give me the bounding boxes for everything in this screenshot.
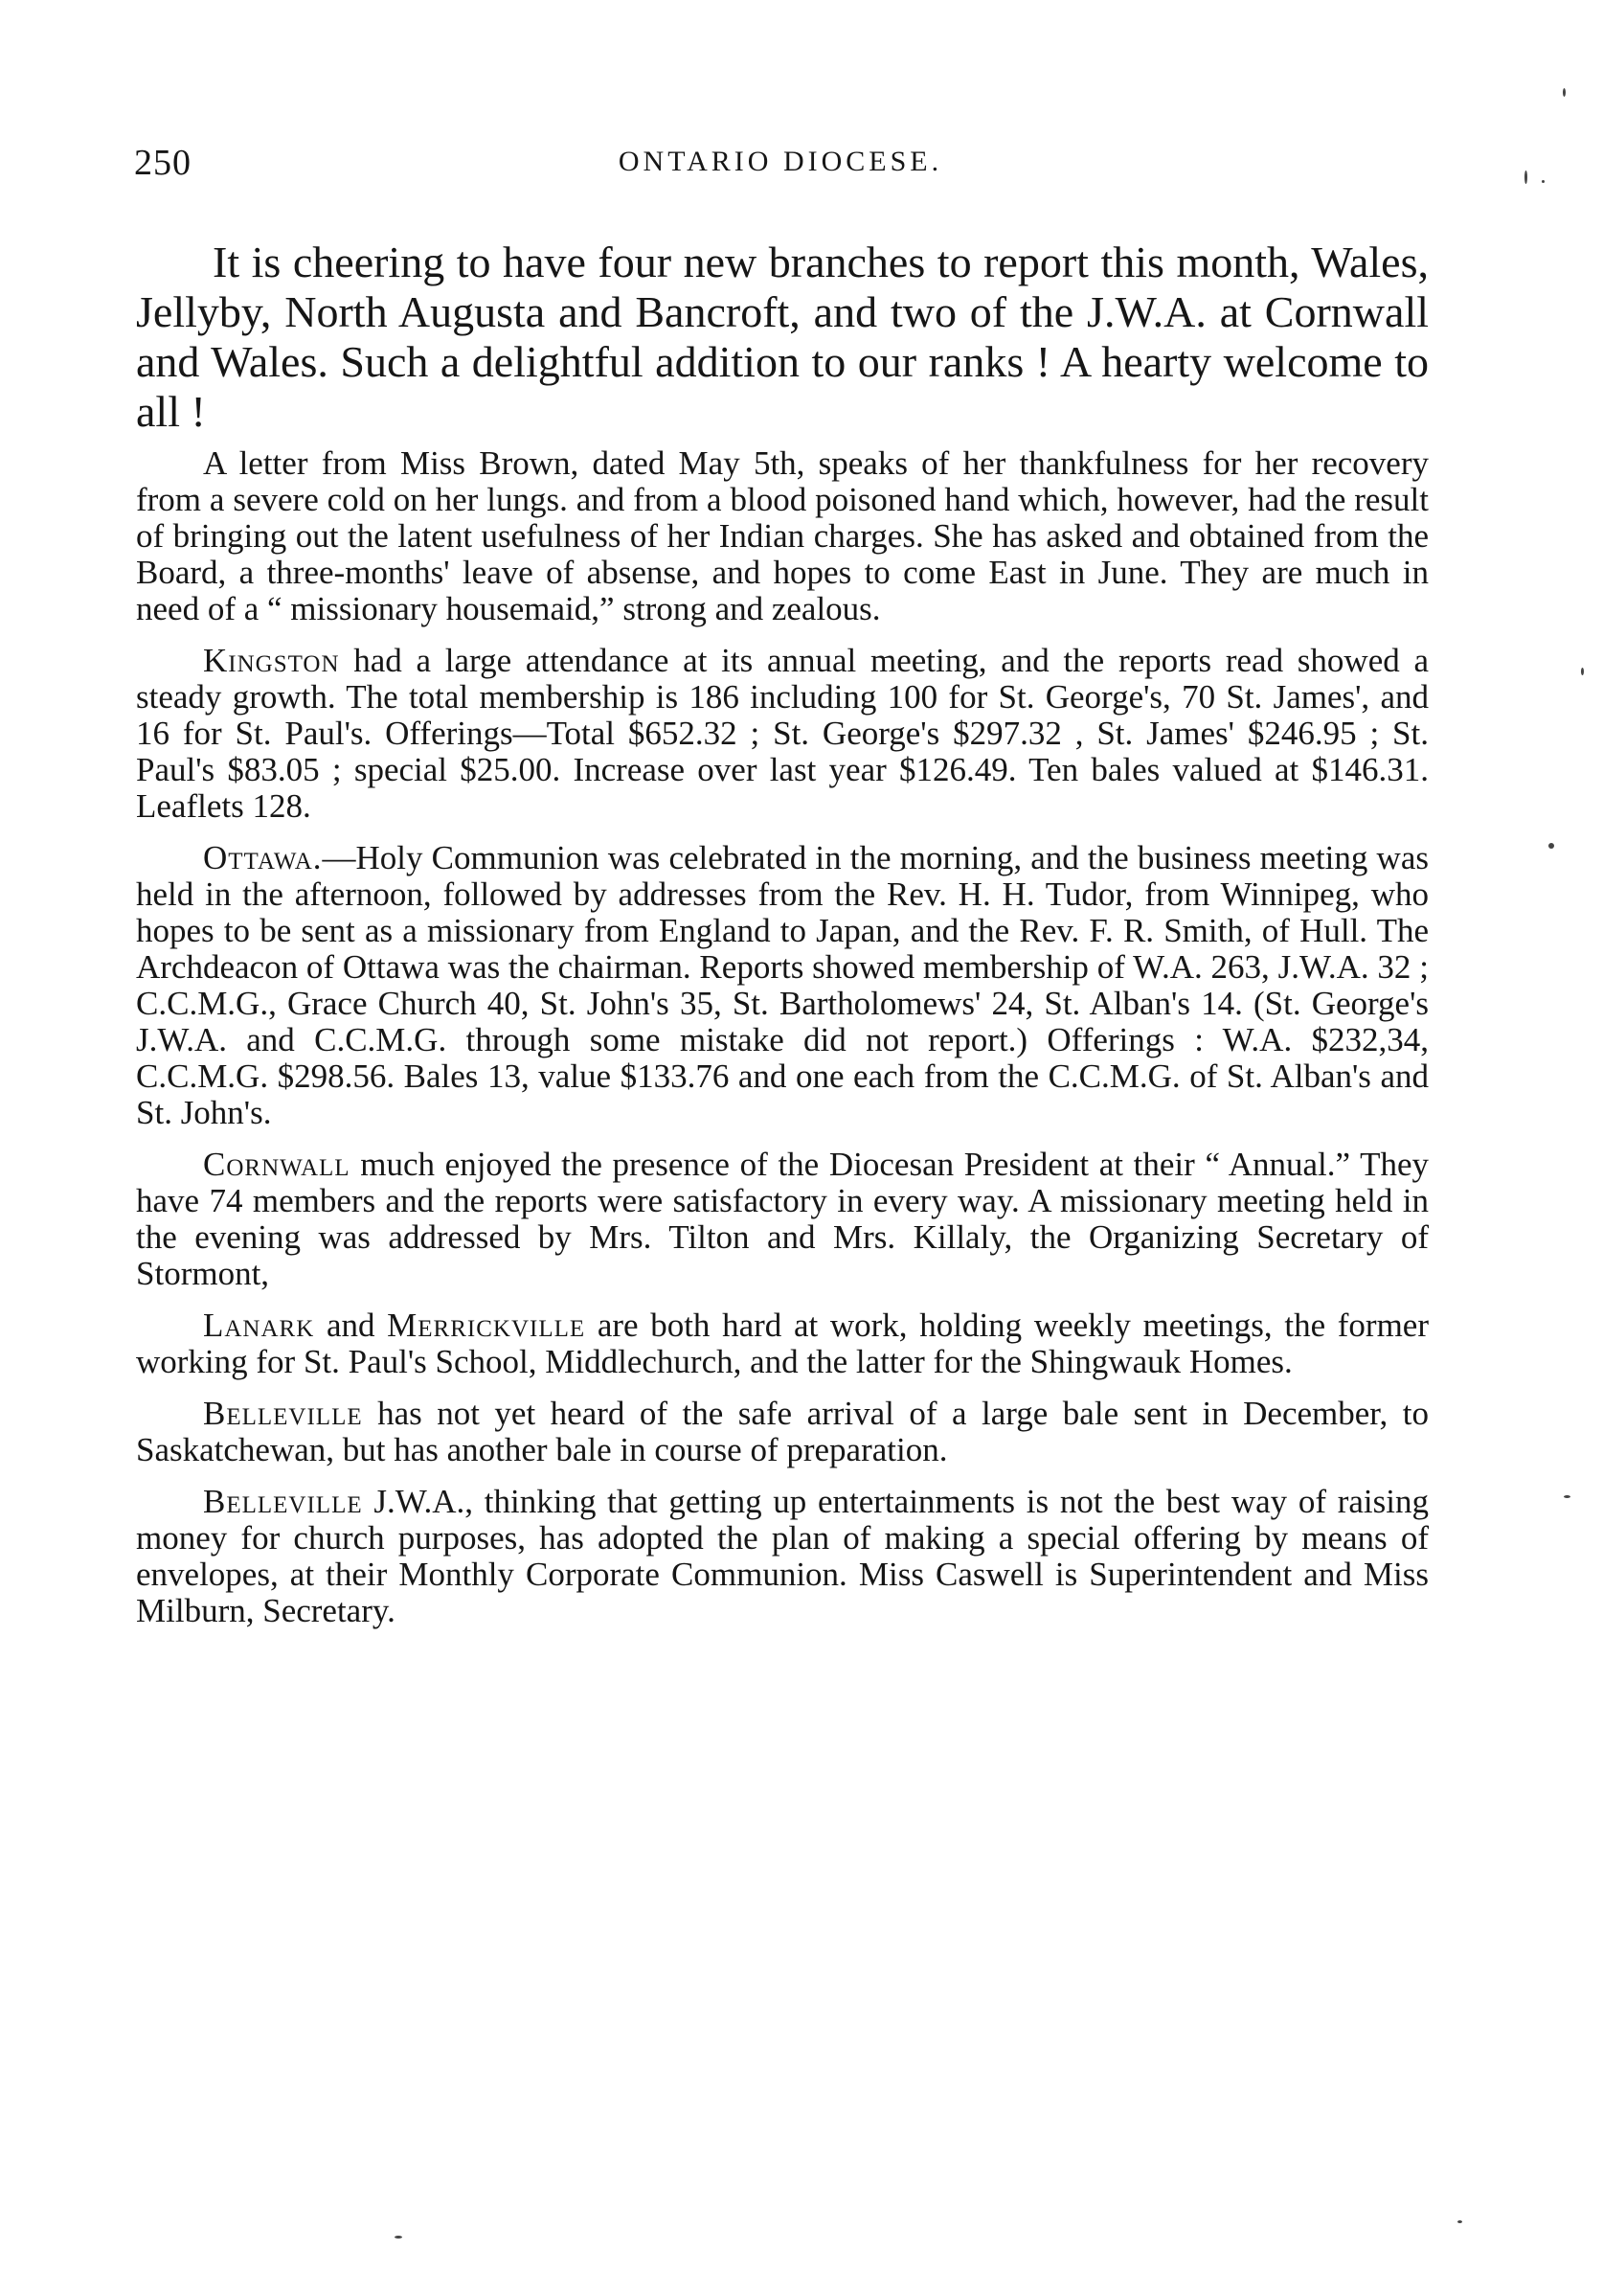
paragraph-kingston-text: had a large attendance at its annual meeting, and the reports read showed a steady growth. The total membership is 186 including 100 for St. George's, 70 St. James', and 16 for St. Paul's. Offerings—Total $652.32 ; St. George's $297.32 , St. James' $246.95 ; St. Paul's $83.05 ; special $25.00. Increase over last year $126.49. Ten bales valued at $146.31. Leaflets 128. [136, 642, 1429, 825]
paragraph-ottawa-text: —Holy Communion was celebrated in the morning, and the business meeting was held in the afternoon, followed by addresses from the Rev. H. H. Tudor, from Winnipeg, who hopes to be sent as a missionary from England to Japan, and the Rev. F. R. Smith, of Hull. The Archdeacon of Ottawa was the chairman. Reports showed membership of W.A. 263, J.W.A. 32 ; C.C.M.G., Grace Church 40, St. John's 35, St. Bartholomews' 24, St. Alban's 14. (St. George's J.W.A. and C.C.M.G. through some mistake did not report.) Offerings : W.A. $232,34, C.C.M.G. $298.56. Bales 13, value $133.76 and one each from the C.C.M.G. of St. Alban's and St. John's. [136, 839, 1429, 1131]
paragraph-belleville-jwa [136, 1484, 1429, 1629]
place-name-merrickville: Merrickville [387, 1307, 586, 1344]
speck [1548, 843, 1554, 849]
speck [395, 2236, 402, 2239]
speck [1563, 88, 1566, 97]
place-name-kingston: Kingston [203, 642, 340, 679]
place-name-ottawa: Ottawa. [203, 839, 323, 876]
paragraph-ottawa [136, 840, 1429, 1131]
conjunction-and: and [314, 1307, 388, 1344]
paragraph-kingston [136, 643, 1429, 825]
page-number: 250 [134, 143, 192, 183]
paragraph-cornwall-text: much enjoyed the presence of the Diocesan President at their “ Annual.” They have 74 members and the reports were satisfactory in every way. A missionary meeting held in the evening was addressed by Mrs. Tilton and Mrs. Killaly, the Organizing Secretary of Stormont, [136, 1146, 1429, 1292]
body-text [136, 445, 1429, 1645]
place-name-belleville: Belleville [203, 1395, 363, 1432]
speck [1457, 2220, 1462, 2223]
speck [1564, 1495, 1570, 1498]
running-head: ONTARIO DIOCESE. [618, 146, 943, 177]
paragraph-belleville-jwa-text: J.W.A., thinking that getting up entertainments is not the best way of raising money for church purposes, has adopted the plan of making a special offering by means of envelopes, at their Monthly Corporate Communion. Miss Caswell is Superintendent and Miss Milburn, Secretary. [136, 1483, 1429, 1629]
paragraph-belleville [136, 1396, 1429, 1468]
paragraph-belleville-text: has not yet heard of the safe arrival of a large bale sent in December, to Saskatchewan, but has another bale in course of preparation. [136, 1395, 1429, 1468]
speck [1581, 668, 1584, 675]
speck [1542, 180, 1545, 183]
place-name-cornwall: Cornwall [203, 1146, 350, 1183]
place-name-belleville-jwa: Belleville [203, 1483, 363, 1520]
intro-paragraph: It is cheering to have four new branches to report this month, Wales, Jellyby, North Augusta and Bancroft, and two of the J.W.A. at Cornwall and Wales. Such a delightful addition to our ranks ! A hearty welcome to all ! [136, 238, 1429, 436]
speck [1524, 170, 1527, 184]
paragraph-lanark-merrickville [136, 1307, 1429, 1380]
paragraph-lanark-text: are both hard at work, holding weekly meetings, the former working for St. Paul's School, Middlechurch, and the latter for the Shingwauk Homes. [136, 1307, 1429, 1380]
paragraph-cornwall [136, 1147, 1429, 1292]
paragraph-miss-brown: A letter from Miss Brown, dated May 5th, speaks of her thankfulness for her recovery from a severe cold on her lungs. and from a blood poisoned hand which, however, had the result of bringing out the latent usefulness of her Indian charges. She has asked and obtained from the Board, a three-months' leave of absense, and hopes to come East in June. They are much in need of a “ missionary housemaid,” strong and zealous. [136, 444, 1429, 627]
place-name-lanark: Lanark [203, 1307, 315, 1344]
page-header [134, 142, 1427, 199]
